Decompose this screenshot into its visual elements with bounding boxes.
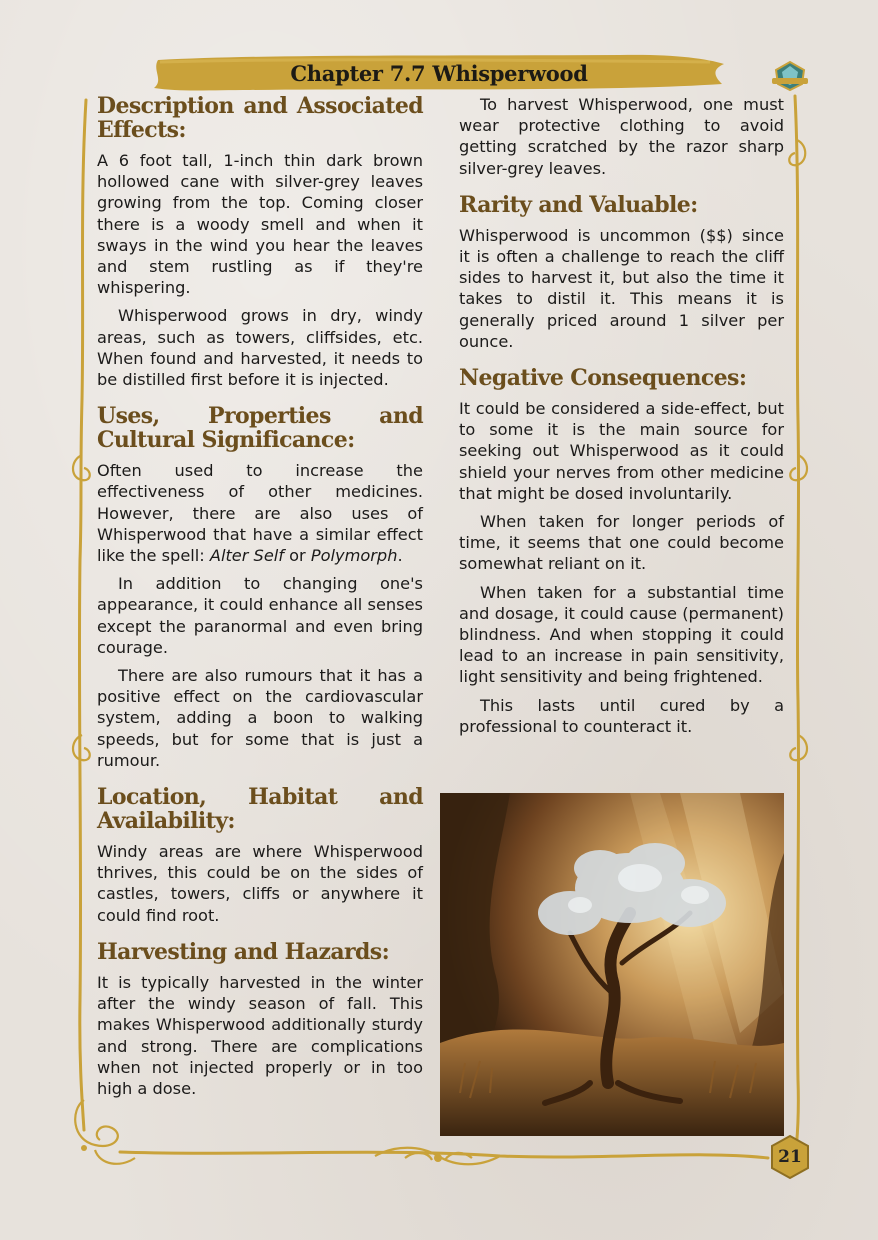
paragraph: Windy areas are where Whisperwood thrives, this could be on the sides of castles, towers, cliffs or anywhere it could find root. [97, 842, 423, 925]
section-heading-location: Location, Habitat and Availability: [97, 784, 423, 835]
paragraph: It is typically harvested in the winter after the windy season of fall. This makes Whisperwood additionally sturdy and strong. There are complications when not injected properly or in too high a dose. [97, 972, 423, 1098]
paragraph: When taken for longer periods of time, it seems that one could become somewhat reliant on it. [459, 512, 784, 574]
right-column [459, 94, 784, 744]
paragraph: Whisperwood grows in dry, windy areas, such as towers, cliffsides, etc. When found and harvested, it needs to be distilled first before it is injected. [97, 306, 423, 390]
left-column [97, 94, 423, 1106]
paragraph: To harvest Whisperwood, one must wear protective clothing to avoid getting scratched by the razor sharp silver-grey leaves. [459, 95, 784, 178]
paragraph: A 6 foot tall, 1-inch thin dark brown hollowed cane with silver-grey leaves growing from the top. Coming closer there is a woody smell and when it sways in the wind you hear the leaves and stem rustling as if they're whispering. [97, 151, 423, 298]
spell-name-alter-self: Alter Self [209, 546, 284, 566]
section-heading-harvesting: Harvesting and Hazards: [97, 938, 390, 965]
paragraph-text: or [283, 546, 311, 566]
paragraph: It could be considered a side-effect, but to some it is the main source for seeking out Whisperwood as it could shield your nerves from other medicine that might be dosed involuntarily. [459, 399, 784, 503]
paragraph-text: . [397, 546, 403, 566]
chapter-title: Chapter 7.7 Whisperwood [290, 60, 588, 86]
page-number: 21 [778, 1147, 802, 1167]
heraldic-crest-icon [770, 60, 810, 92]
paragraph: This lasts until cured by a professional to counteract it. [459, 695, 784, 736]
section-heading-uses: Uses, Properties and Cultural Significance: [97, 403, 423, 454]
spell-name-polymorph: Polymorph [310, 546, 398, 566]
section-heading-rarity: Rarity and Valuable: [459, 191, 698, 218]
paragraph: Whisperwood is uncommon ($$) since it is often a challenge to reach the cliff sides to harvest it, but also the time it takes to distil it. This means it is generally priced around 1 silver per ounce. [459, 225, 784, 351]
paragraph: In addition to changing one's appearance, it could enhance all senses except the paranormal and even bring courage. [97, 574, 423, 657]
paragraph: There are also rumours that it has a positive effect on the cardiovascular system, adding a boon to walking speeds, but for some that is just a rumour. [97, 666, 423, 770]
section-heading-negative: Negative Consequences: [459, 365, 747, 392]
section-heading-description: Description and Associated Effects: [97, 93, 423, 143]
paragraph [97, 460, 423, 566]
paragraph: When taken for a substantial time and dosage, it could cause (permanent) blindness. And when stopping it could lead to an increase in pain sensitivity, light sensitivity and being frightened. [459, 582, 784, 687]
paragraph-text: Often used to increase the effectiveness of other medicines. However, there are also uses of Whisperwood that have a similar effect like the spell: [97, 461, 423, 566]
whisperwood-tree-illustration [440, 793, 784, 1136]
